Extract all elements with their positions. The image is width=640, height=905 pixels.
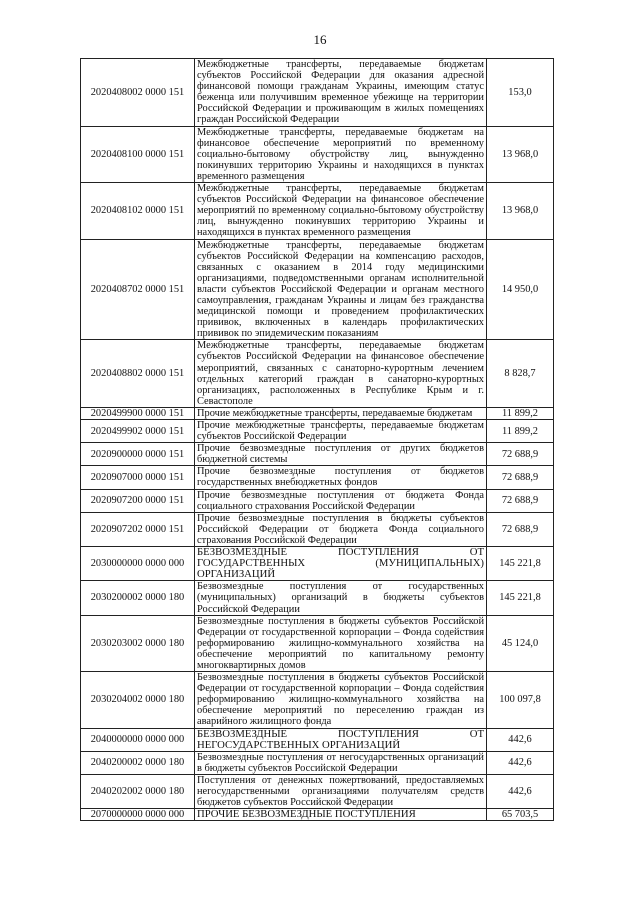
description-cell: Поступления от денежных пожертвований, предоставляемых негосударственными организациями получателям средств бюджетов субъектов Российской Федерации [195, 774, 487, 808]
table-row [81, 59, 554, 127]
budget-code-cell: 2030200002 0000 180 [81, 581, 195, 615]
table-row [81, 126, 554, 182]
description-cell: Межбюджетные трансферты, передаваемые бюджетам на финансовое обеспечение мероприятий по временному социально-бытовому обустройству лиц, вынужденно покинувших территорию Украины и находящихся в пунктах временного размещения [195, 126, 487, 182]
description-cell: БЕЗВОЗМЕЗДНЫЕ ПОСТУПЛЕНИЯ ОТ НЕГОСУДАРСТВЕННЫХ ОРГАНИЗАЦИЙ [195, 728, 487, 751]
description-cell: Прочие межбюджетные трансферты, передаваемые бюджетам субъектов Российской Федерации [195, 420, 487, 443]
budget-code-cell: 2030203002 0000 180 [81, 615, 195, 671]
description-cell: Прочие безвозмездные поступления в бюджеты субъектов Российской Федерации от бюджета Фонда социального страхования Российской Федерации [195, 512, 487, 546]
amount-cell: 72 688,9 [487, 489, 554, 512]
table-row [81, 672, 554, 728]
amount-cell: 8 828,7 [487, 340, 554, 408]
table-row [81, 466, 554, 489]
amount-cell: 11 899,2 [487, 420, 554, 443]
budget-code-cell: 2020408100 0000 151 [81, 126, 195, 182]
table-row [81, 751, 554, 774]
amount-cell: 45 124,0 [487, 615, 554, 671]
budget-code-cell: 2020408102 0000 151 [81, 183, 195, 239]
description-cell: БЕЗВОЗМЕЗДНЫЕ ПОСТУПЛЕНИЯ ОТ ГОСУДАРСТВЕННЫХ (МУНИЦИПАЛЬНЫХ) ОРГАНИЗАЦИЙ [195, 547, 487, 581]
amount-cell: 72 688,9 [487, 512, 554, 546]
table-row [81, 809, 554, 821]
table-row [81, 443, 554, 466]
table-row [81, 183, 554, 239]
budget-code-cell: 2030000000 0000 000 [81, 547, 195, 581]
amount-cell: 14 950,0 [487, 239, 554, 340]
revenue-table-body [81, 59, 554, 821]
budget-code-cell: 2020499902 0000 151 [81, 420, 195, 443]
table-row [81, 489, 554, 512]
budget-code-cell: 2020900000 0000 151 [81, 443, 195, 466]
description-cell: Безвозмездные поступления от государственных (муниципальных) организаций в бюджеты субъектов Российской Федерации [195, 581, 487, 615]
amount-cell: 442,6 [487, 751, 554, 774]
amount-cell: 72 688,9 [487, 466, 554, 489]
budget-code-cell: 2040202002 0000 180 [81, 774, 195, 808]
revenue-table [80, 58, 554, 821]
amount-cell: 13 968,0 [487, 126, 554, 182]
table-row [81, 420, 554, 443]
amount-cell: 145 221,8 [487, 547, 554, 581]
budget-code-cell: 2020408002 0000 151 [81, 59, 195, 127]
budget-code-cell: 2070000000 0000 000 [81, 809, 195, 821]
budget-code-cell: 2020907000 0000 151 [81, 466, 195, 489]
amount-cell: 72 688,9 [487, 443, 554, 466]
table-row [81, 239, 554, 340]
description-cell: Прочие безвозмездные поступления от бюджета Фонда социального страхования Российской Федерации [195, 489, 487, 512]
budget-code-cell: 2020408802 0000 151 [81, 340, 195, 408]
amount-cell: 100 097,8 [487, 672, 554, 728]
description-cell: Прочие безвозмездные поступления от бюджетов государственных внебюджетных фондов [195, 466, 487, 489]
amount-cell: 13 968,0 [487, 183, 554, 239]
budget-code-cell: 2030204002 0000 180 [81, 672, 195, 728]
budget-code-cell: 2020907202 0000 151 [81, 512, 195, 546]
budget-code-cell: 2020907200 0000 151 [81, 489, 195, 512]
description-cell: Межбюджетные трансферты, передаваемые бюджетам субъектов Российской Федерации на финансовое обеспечение мероприятий по временному социально-бытовому обустройству лиц, вынужденно покинувших территорию Украины и находящихся в пунктах временного размещения [195, 183, 487, 239]
table-row [81, 728, 554, 751]
budget-code-cell: 2040000000 0000 000 [81, 728, 195, 751]
budget-code-cell: 2020499900 0000 151 [81, 407, 195, 419]
table-row [81, 407, 554, 419]
description-cell: Межбюджетные трансферты, передаваемые бюджетам субъектов Российской Федерации на финансовое обеспечение мероприятий, связанных с санаторно-курортным лечением отдельных категорий граждан в санаторно-курортных организациях, расположенных в Республике Крым и г. Севастополе [195, 340, 487, 408]
amount-cell: 11 899,2 [487, 407, 554, 419]
description-cell: Безвозмездные поступления в бюджеты субъектов Российской Федерации от государственной корпорации – Фонда содействия реформированию жилищно-коммунального хозяйства на обеспечение мероприятий по капитальному ремонту многоквартирных домов [195, 615, 487, 671]
table-row [81, 581, 554, 615]
description-cell: Безвозмездные поступления от негосударственных организаций в бюджеты субъектов Российской Федерации [195, 751, 487, 774]
description-cell: ПРОЧИЕ БЕЗВОЗМЕЗДНЫЕ ПОСТУПЛЕНИЯ [195, 809, 487, 821]
table-row [81, 615, 554, 671]
description-cell: Межбюджетные трансферты, передаваемые бюджетам субъектов Российской Федерации на компенсацию расходов, связанных с оказанием в 2014 году медицинскими организациями, подведомственными органам исполнительной власти субъектов Российской Федерации и органам местного самоуправления, гражданам Украины и лицам без гражданства медицинской помощи и проведением профилактических прививок, включенных в календарь профилактических прививок по эпидемическим показаниям [195, 239, 487, 340]
budget-code-cell: 2020408702 0000 151 [81, 239, 195, 340]
description-cell: Прочие безвозмездные поступления от других бюджетов бюджетной системы [195, 443, 487, 466]
amount-cell: 442,6 [487, 728, 554, 751]
amount-cell: 65 703,5 [487, 809, 554, 821]
table-row [81, 547, 554, 581]
table-row [81, 512, 554, 546]
table-row [81, 340, 554, 408]
amount-cell: 153,0 [487, 59, 554, 127]
page-number: 16 [313, 32, 327, 47]
budget-code-cell: 2040200002 0000 180 [81, 751, 195, 774]
description-cell: Безвозмездные поступления в бюджеты субъектов Российской Федерации от государственной корпорации – Фонда содействия реформированию жилищно-коммунального хозяйства на обеспечение мероприятий по переселению граждан из аварийного жилищного фонда [195, 672, 487, 728]
description-cell: Прочие межбюджетные трансферты, передаваемые бюджетам [195, 407, 487, 419]
table-row [81, 774, 554, 808]
amount-cell: 442,6 [487, 774, 554, 808]
description-cell: Межбюджетные трансферты, передаваемые бюджетам субъектов Российской Федерации для оказания адресной финансовой помощи гражданам Украины, имеющим статус беженца или получившим временное убежище на территории Российской Федерации и проживающим в жилых помещениях граждан Российской Федерации [195, 59, 487, 127]
amount-cell: 145 221,8 [487, 581, 554, 615]
